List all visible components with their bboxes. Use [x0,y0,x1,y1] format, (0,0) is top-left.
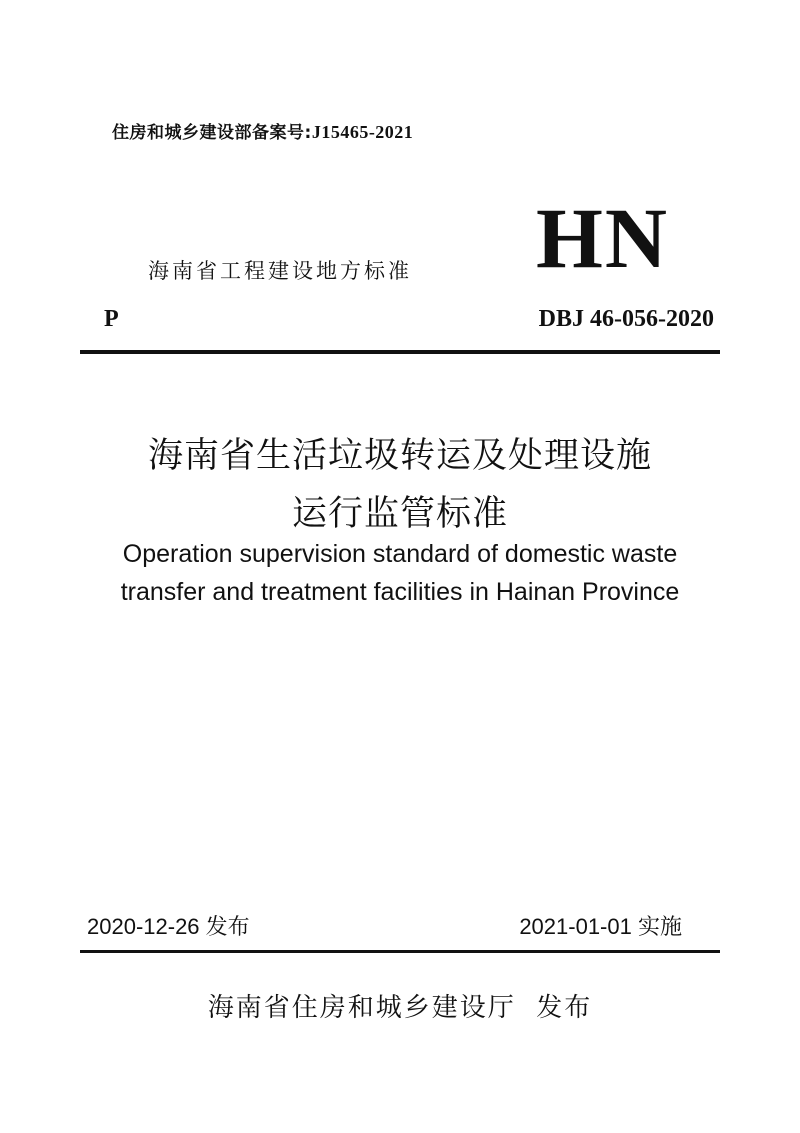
issue-label: 发布 [205,915,250,940]
title-chinese-line-2: 运行监管标准 [291,494,508,534]
standard-category: 海南省工程建设地方标准 [148,259,412,283]
effective-date: 2021-01-01 [519,914,632,939]
record-label: 住房和城乡建设部备案号: [112,123,312,143]
issuer-line [0,987,800,1024]
issuer-action: 发布 [536,993,593,1023]
top-divider [80,350,720,354]
issue-date: 2020-12-26 [87,914,200,939]
record-number: J15465-2021 [311,122,414,142]
title-english-line-2: transfer and treatment facilities in Hainan Province [120,578,680,606]
effective-date-block [519,910,682,941]
title-chinese-line-1: 海南省生活垃圾转运及处理设施 [147,436,652,476]
record-number-line [112,118,413,143]
title-english-line-1: Operation supervision standard of domestic waste [122,540,678,568]
classification-code: P [104,306,119,332]
bottom-divider [80,950,720,953]
effective-label: 实施 [637,915,682,940]
hn-logo: HN [536,190,669,286]
issue-date-block [87,910,250,941]
standard-number: DBJ 46-056-2020 [538,306,714,332]
issuer-name: 海南省住房和城乡建设厅 [207,993,516,1023]
